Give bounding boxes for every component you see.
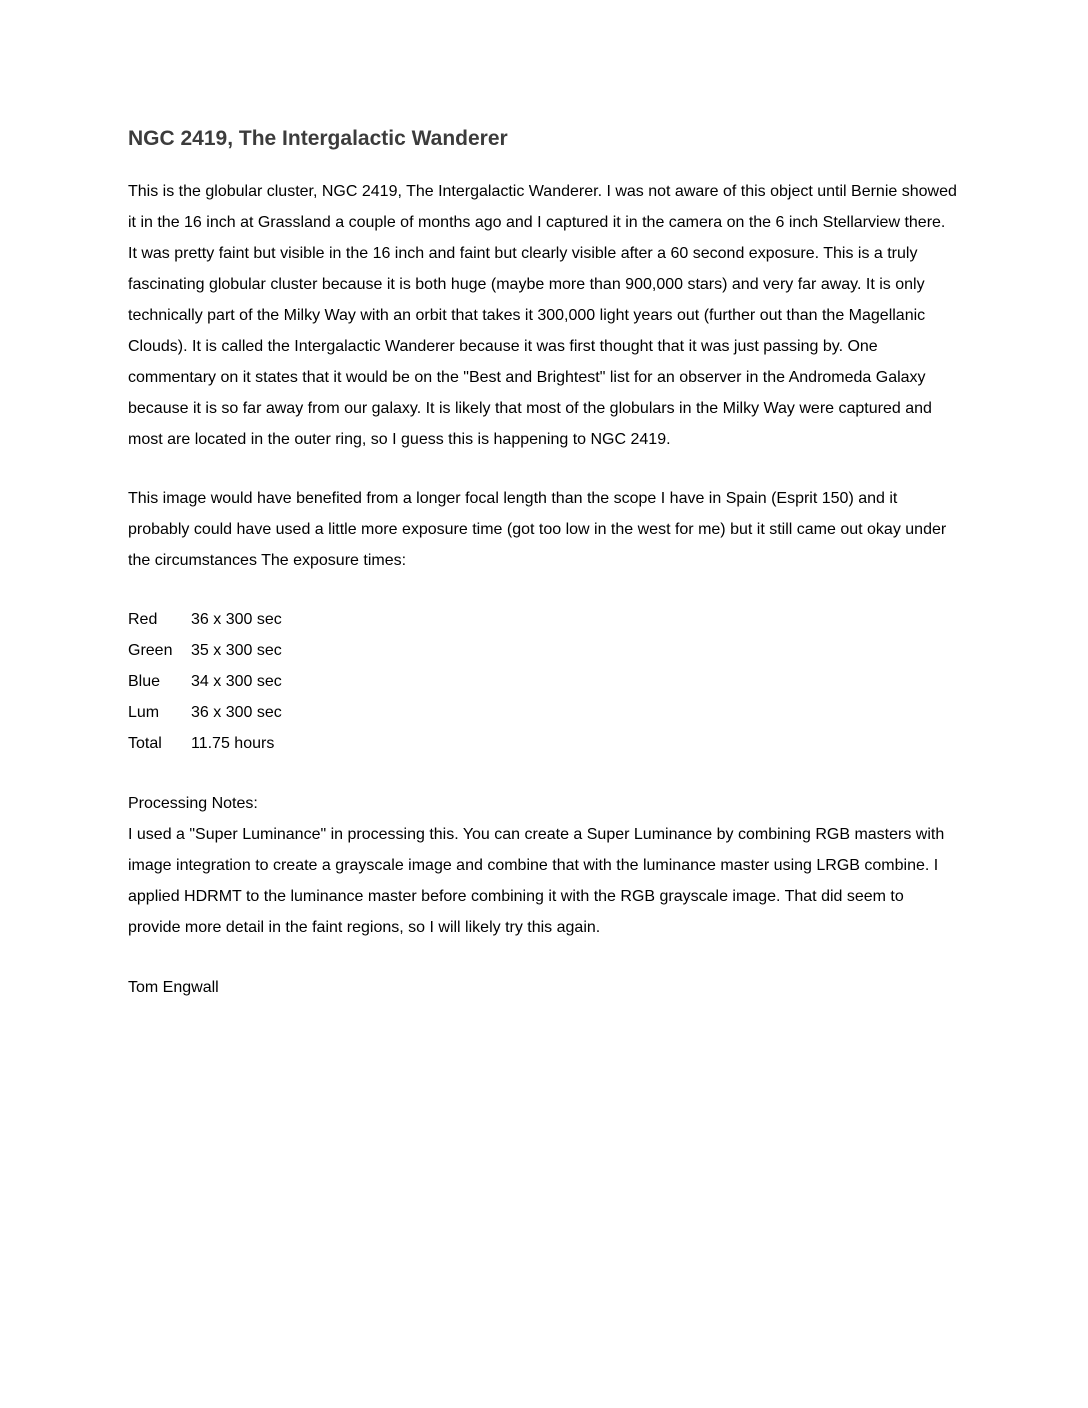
exposure-row-total (128, 728, 958, 759)
exposure-value: 34 x 300 sec (191, 673, 282, 690)
processing-notes-heading: Processing Notes: (128, 795, 258, 812)
intro-paragraph: This is the globular cluster, NGC 2419, The Intergalactic Wanderer. I was not aware of this object until Bernie showed it in the 16 inch at Grassland a couple of months ago and I captured it in the camera on the 6 inch Stellarview there. It was pretty faint but visible in the 16 inch and faint but clearly visible after a 60 second exposure. This is a truly fascinating globular cluster because it is both huge (maybe more than 900,000 stars) and very far away. It is only technically part of the Milky Way with an orbit that takes it 300,000 light years out (further out than the Magellanic Clouds). It is called the Intergalactic Wanderer because it was first thought that it was just passing by. One commentary on it states that it would be on the "Best and Brightest" list for an observer in the Andromeda Galaxy because it is so far away from our galaxy. It is likely that most of the globulars in the Milky Way were captured and most are located in the outer ring, so I guess this is happening to NGC 2419. (128, 183, 957, 448)
exposure-channel-label: Lum (128, 704, 160, 721)
exposure-value: 36 x 300 sec (191, 704, 282, 721)
exposure-times-list (128, 604, 958, 759)
page-title: NGC 2419, The Intergalactic Wanderer (128, 127, 508, 150)
processing-notes-body: I used a "Super Luminance" in processing this. You can create a Super Luminance by combining RGB masters with image integration to create a grayscale image and combine that with the luminance master using LRGB combine. I applied HDRMT to the luminance master before combining it with the RGB grayscale image. That did seem to provide more detail in the faint regions, so I will likely try this again. (128, 826, 945, 936)
exposure-row-lum (128, 697, 958, 728)
author-signature: Tom Engwall (128, 979, 219, 996)
exposure-value: 36 x 300 sec (191, 611, 282, 628)
exposure-value: 35 x 300 sec (191, 642, 282, 659)
exposure-row-red (128, 604, 958, 635)
image-comments-paragraph: This image would have benefited from a longer focal length than the scope I have in Spain (Esprit 150) and it probably could have used a little more exposure time (got too low in the west for me) but it still came out okay under the circumstances The exposure times: (128, 490, 947, 569)
exposure-row-green (128, 635, 958, 666)
processing-notes-section (128, 788, 958, 943)
exposure-channel-label: Green (128, 642, 173, 659)
exposure-channel-label: Total (128, 735, 162, 752)
exposure-value: 11.75 hours (191, 735, 275, 752)
exposure-channel-label: Red (128, 611, 158, 628)
exposure-channel-label: Blue (128, 673, 161, 690)
exposure-row-blue (128, 666, 958, 697)
